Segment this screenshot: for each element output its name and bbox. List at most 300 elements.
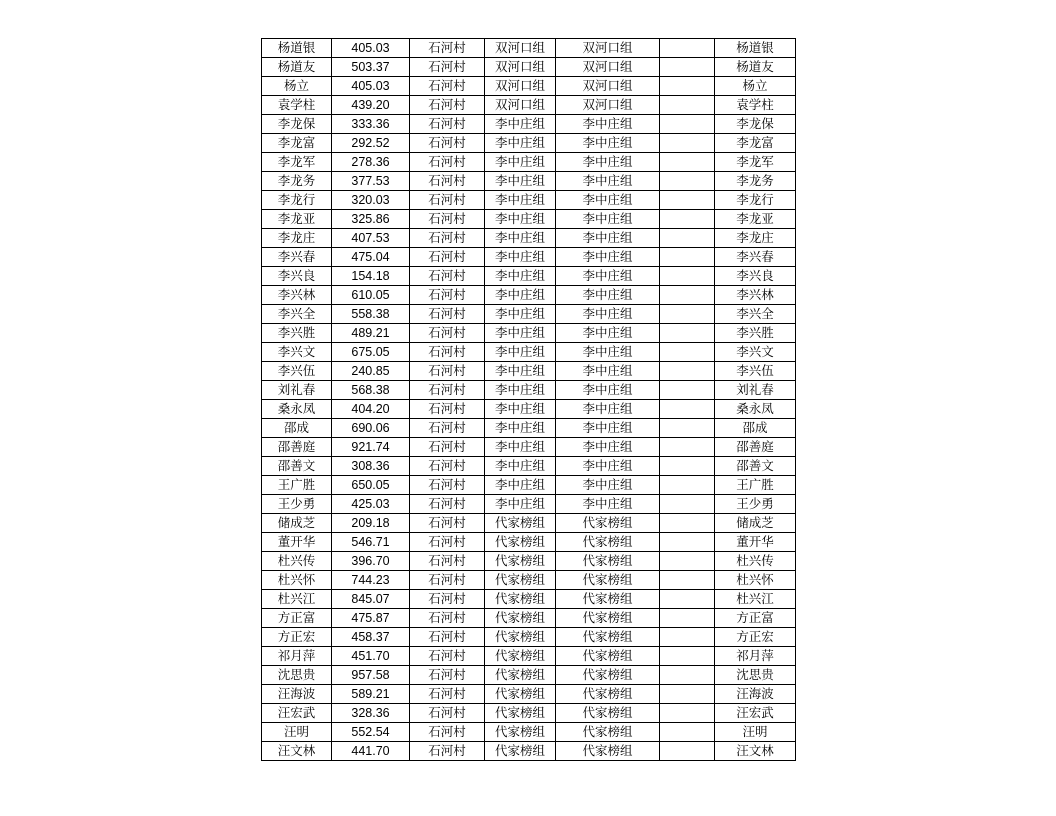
cell-name: 汪宏武 (262, 704, 332, 723)
cell-name-repeat: 杨立 (715, 77, 796, 96)
cell-subgroup: 李中庄组 (556, 305, 660, 324)
cell-group: 李中庄组 (485, 438, 556, 457)
cell-blank (660, 590, 715, 609)
cell-name: 汪文林 (262, 742, 332, 761)
cell-blank (660, 400, 715, 419)
cell-blank (660, 495, 715, 514)
cell-blank (660, 533, 715, 552)
cell-subgroup: 李中庄组 (556, 153, 660, 172)
cell-area: 405.03 (332, 39, 410, 58)
cell-village: 石河村 (410, 39, 485, 58)
cell-subgroup: 李中庄组 (556, 172, 660, 191)
cell-name-repeat: 袁学柱 (715, 96, 796, 115)
cell-group: 代家榜组 (485, 571, 556, 590)
cell-name-repeat: 李龙行 (715, 191, 796, 210)
cell-area: 425.03 (332, 495, 410, 514)
cell-village: 石河村 (410, 343, 485, 362)
cell-village: 石河村 (410, 115, 485, 134)
cell-name-repeat: 李兴林 (715, 286, 796, 305)
cell-blank (660, 343, 715, 362)
cell-name: 邵善庭 (262, 438, 332, 457)
cell-blank (660, 305, 715, 324)
cell-blank (660, 248, 715, 267)
cell-name-repeat: 杜兴传 (715, 552, 796, 571)
cell-blank (660, 96, 715, 115)
cell-name: 董开华 (262, 533, 332, 552)
cell-blank (660, 571, 715, 590)
cell-name-repeat: 汪文林 (715, 742, 796, 761)
cell-group: 代家榜组 (485, 514, 556, 533)
cell-name: 杨道友 (262, 58, 332, 77)
cell-name: 汪海波 (262, 685, 332, 704)
cell-name-repeat: 李龙庄 (715, 229, 796, 248)
cell-subgroup: 李中庄组 (556, 229, 660, 248)
table-row (262, 438, 796, 457)
cell-area: 292.52 (332, 134, 410, 153)
cell-name-repeat: 杨道友 (715, 58, 796, 77)
cell-name-repeat: 汪海波 (715, 685, 796, 704)
cell-name-repeat: 王广胜 (715, 476, 796, 495)
cell-area: 650.05 (332, 476, 410, 495)
cell-subgroup: 代家榜组 (556, 723, 660, 742)
table-row (262, 533, 796, 552)
cell-group: 李中庄组 (485, 153, 556, 172)
cell-area: 690.06 (332, 419, 410, 438)
cell-area: 610.05 (332, 286, 410, 305)
cell-group: 代家榜组 (485, 590, 556, 609)
cell-name: 邵成 (262, 419, 332, 438)
cell-name: 李龙庄 (262, 229, 332, 248)
cell-subgroup: 代家榜组 (556, 704, 660, 723)
cell-village: 石河村 (410, 552, 485, 571)
cell-village: 石河村 (410, 153, 485, 172)
cell-name: 李兴胜 (262, 324, 332, 343)
cell-group: 李中庄组 (485, 191, 556, 210)
cell-blank (660, 286, 715, 305)
cell-name-repeat: 李龙军 (715, 153, 796, 172)
cell-group: 双河口组 (485, 77, 556, 96)
table-row (262, 229, 796, 248)
cell-village: 石河村 (410, 305, 485, 324)
cell-name-repeat: 董开华 (715, 533, 796, 552)
table-row (262, 286, 796, 305)
cell-group: 李中庄组 (485, 229, 556, 248)
cell-name: 沈思贵 (262, 666, 332, 685)
cell-village: 石河村 (410, 609, 485, 628)
cell-name: 杨道银 (262, 39, 332, 58)
cell-name-repeat: 杜兴怀 (715, 571, 796, 590)
cell-subgroup: 双河口组 (556, 96, 660, 115)
cell-name-repeat: 汪明 (715, 723, 796, 742)
cell-name: 李龙亚 (262, 210, 332, 229)
cell-area: 439.20 (332, 96, 410, 115)
cell-name: 李龙保 (262, 115, 332, 134)
cell-name-repeat: 邵善文 (715, 457, 796, 476)
cell-area: 957.58 (332, 666, 410, 685)
cell-subgroup: 代家榜组 (556, 609, 660, 628)
cell-group: 双河口组 (485, 96, 556, 115)
table-row (262, 343, 796, 362)
cell-blank (660, 58, 715, 77)
cell-blank (660, 267, 715, 286)
cell-group: 代家榜组 (485, 723, 556, 742)
table-row (262, 723, 796, 742)
cell-blank (660, 229, 715, 248)
cell-name: 邵善文 (262, 457, 332, 476)
cell-village: 石河村 (410, 514, 485, 533)
cell-area: 451.70 (332, 647, 410, 666)
cell-name: 刘礼春 (262, 381, 332, 400)
cell-village: 石河村 (410, 210, 485, 229)
cell-village: 石河村 (410, 286, 485, 305)
cell-group: 双河口组 (485, 58, 556, 77)
cell-village: 石河村 (410, 647, 485, 666)
cell-area: 328.36 (332, 704, 410, 723)
cell-area: 845.07 (332, 590, 410, 609)
cell-area: 209.18 (332, 514, 410, 533)
cell-subgroup: 李中庄组 (556, 495, 660, 514)
cell-name-repeat: 李龙保 (715, 115, 796, 134)
cell-group: 代家榜组 (485, 742, 556, 761)
cell-area: 405.03 (332, 77, 410, 96)
cell-group: 李中庄组 (485, 267, 556, 286)
cell-subgroup: 李中庄组 (556, 457, 660, 476)
cell-name: 李龙行 (262, 191, 332, 210)
cell-subgroup: 代家榜组 (556, 628, 660, 647)
cell-subgroup: 代家榜组 (556, 647, 660, 666)
cell-blank (660, 115, 715, 134)
cell-group: 代家榜组 (485, 628, 556, 647)
cell-area: 475.87 (332, 609, 410, 628)
cell-name-repeat: 方正富 (715, 609, 796, 628)
cell-area: 475.04 (332, 248, 410, 267)
cell-blank (660, 476, 715, 495)
table-row (262, 381, 796, 400)
table-row (262, 609, 796, 628)
cell-name-repeat: 杨道银 (715, 39, 796, 58)
cell-subgroup: 李中庄组 (556, 343, 660, 362)
cell-area: 377.53 (332, 172, 410, 191)
cell-name: 李兴良 (262, 267, 332, 286)
cell-area: 333.36 (332, 115, 410, 134)
cell-name: 李兴春 (262, 248, 332, 267)
cell-village: 石河村 (410, 723, 485, 742)
cell-subgroup: 李中庄组 (556, 419, 660, 438)
cell-blank (660, 134, 715, 153)
table-row (262, 704, 796, 723)
cell-subgroup: 李中庄组 (556, 362, 660, 381)
cell-group: 李中庄组 (485, 248, 556, 267)
cell-group: 李中庄组 (485, 495, 556, 514)
cell-village: 石河村 (410, 400, 485, 419)
cell-name: 王广胜 (262, 476, 332, 495)
cell-group: 李中庄组 (485, 286, 556, 305)
table-row (262, 552, 796, 571)
cell-blank (660, 191, 715, 210)
cell-blank (660, 647, 715, 666)
cell-area: 589.21 (332, 685, 410, 704)
cell-blank (660, 324, 715, 343)
cell-group: 代家榜组 (485, 609, 556, 628)
cell-village: 石河村 (410, 628, 485, 647)
cell-group: 李中庄组 (485, 210, 556, 229)
table-row (262, 571, 796, 590)
cell-area: 396.70 (332, 552, 410, 571)
cell-area: 552.54 (332, 723, 410, 742)
table-row (262, 647, 796, 666)
cell-name: 李兴文 (262, 343, 332, 362)
cell-area: 404.20 (332, 400, 410, 419)
cell-name: 李兴林 (262, 286, 332, 305)
cell-name-repeat: 邵善庭 (715, 438, 796, 457)
cell-village: 石河村 (410, 362, 485, 381)
cell-subgroup: 双河口组 (556, 58, 660, 77)
cell-blank (660, 153, 715, 172)
cell-subgroup: 李中庄组 (556, 324, 660, 343)
cell-area: 325.86 (332, 210, 410, 229)
cell-blank (660, 609, 715, 628)
cell-area: 675.05 (332, 343, 410, 362)
cell-village: 石河村 (410, 58, 485, 77)
cell-subgroup: 代家榜组 (556, 685, 660, 704)
cell-blank (660, 39, 715, 58)
table-row (262, 248, 796, 267)
cell-blank (660, 457, 715, 476)
cell-subgroup: 代家榜组 (556, 666, 660, 685)
cell-blank (660, 77, 715, 96)
cell-group: 李中庄组 (485, 419, 556, 438)
cell-group: 代家榜组 (485, 533, 556, 552)
cell-name-repeat: 李兴胜 (715, 324, 796, 343)
table-body (262, 39, 796, 761)
cell-blank (660, 210, 715, 229)
cell-area: 503.37 (332, 58, 410, 77)
table-row (262, 457, 796, 476)
cell-name-repeat: 李兴伍 (715, 362, 796, 381)
cell-subgroup: 李中庄组 (556, 210, 660, 229)
cell-name-repeat: 李兴全 (715, 305, 796, 324)
cell-name: 李兴伍 (262, 362, 332, 381)
cell-area: 441.70 (332, 742, 410, 761)
cell-group: 李中庄组 (485, 324, 556, 343)
cell-blank (660, 628, 715, 647)
table-row (262, 666, 796, 685)
cell-area: 407.53 (332, 229, 410, 248)
table-row (262, 742, 796, 761)
cell-subgroup: 双河口组 (556, 39, 660, 58)
cell-name: 李龙富 (262, 134, 332, 153)
cell-name: 汪明 (262, 723, 332, 742)
cell-name-repeat: 沈思贵 (715, 666, 796, 685)
cell-name-repeat: 李龙亚 (715, 210, 796, 229)
cell-village: 石河村 (410, 704, 485, 723)
table-row (262, 514, 796, 533)
cell-subgroup: 李中庄组 (556, 438, 660, 457)
cell-village: 石河村 (410, 590, 485, 609)
cell-subgroup: 李中庄组 (556, 286, 660, 305)
cell-area: 558.38 (332, 305, 410, 324)
cell-name: 杜兴怀 (262, 571, 332, 590)
table-row (262, 628, 796, 647)
cell-group: 李中庄组 (485, 362, 556, 381)
cell-name: 方正宏 (262, 628, 332, 647)
cell-village: 石河村 (410, 476, 485, 495)
cell-name: 袁学柱 (262, 96, 332, 115)
cell-name: 杜兴江 (262, 590, 332, 609)
cell-name: 储成芝 (262, 514, 332, 533)
cell-village: 石河村 (410, 571, 485, 590)
cell-group: 李中庄组 (485, 172, 556, 191)
table-row (262, 153, 796, 172)
table-row (262, 267, 796, 286)
cell-group: 李中庄组 (485, 115, 556, 134)
cell-name-repeat: 李龙务 (715, 172, 796, 191)
cell-blank (660, 552, 715, 571)
cell-name-repeat: 汪宏武 (715, 704, 796, 723)
cell-name-repeat: 李兴春 (715, 248, 796, 267)
table-row (262, 115, 796, 134)
cell-village: 石河村 (410, 172, 485, 191)
table-row (262, 685, 796, 704)
cell-village: 石河村 (410, 134, 485, 153)
cell-village: 石河村 (410, 267, 485, 286)
cell-name: 李龙军 (262, 153, 332, 172)
cell-subgroup: 代家榜组 (556, 514, 660, 533)
table-row (262, 324, 796, 343)
cell-subgroup: 李中庄组 (556, 476, 660, 495)
cell-group: 李中庄组 (485, 305, 556, 324)
cell-subgroup: 代家榜组 (556, 552, 660, 571)
cell-village: 石河村 (410, 381, 485, 400)
cell-name-repeat: 祁月萍 (715, 647, 796, 666)
cell-area: 744.23 (332, 571, 410, 590)
cell-area: 921.74 (332, 438, 410, 457)
table-row (262, 77, 796, 96)
cell-village: 石河村 (410, 685, 485, 704)
cell-village: 石河村 (410, 96, 485, 115)
cell-village: 石河村 (410, 533, 485, 552)
table-row (262, 39, 796, 58)
cell-subgroup: 双河口组 (556, 77, 660, 96)
cell-village: 石河村 (410, 742, 485, 761)
cell-name: 方正富 (262, 609, 332, 628)
cell-subgroup: 李中庄组 (556, 267, 660, 286)
cell-name-repeat: 储成芝 (715, 514, 796, 533)
cell-name-repeat: 李龙富 (715, 134, 796, 153)
cell-name-repeat: 方正宏 (715, 628, 796, 647)
cell-village: 石河村 (410, 191, 485, 210)
cell-village: 石河村 (410, 324, 485, 343)
cell-blank (660, 419, 715, 438)
cell-name-repeat: 王少勇 (715, 495, 796, 514)
cell-name: 杨立 (262, 77, 332, 96)
cell-blank (660, 438, 715, 457)
cell-subgroup: 代家榜组 (556, 571, 660, 590)
cell-group: 代家榜组 (485, 647, 556, 666)
table-row (262, 134, 796, 153)
cell-group: 双河口组 (485, 39, 556, 58)
cell-area: 240.85 (332, 362, 410, 381)
data-table (261, 38, 796, 761)
table-row (262, 419, 796, 438)
cell-name-repeat: 桑永凤 (715, 400, 796, 419)
cell-group: 李中庄组 (485, 134, 556, 153)
cell-village: 石河村 (410, 457, 485, 476)
cell-name: 王少勇 (262, 495, 332, 514)
cell-name-repeat: 邵成 (715, 419, 796, 438)
cell-area: 308.36 (332, 457, 410, 476)
cell-area: 278.36 (332, 153, 410, 172)
table-row (262, 590, 796, 609)
table-row (262, 191, 796, 210)
cell-group: 李中庄组 (485, 400, 556, 419)
cell-area: 546.71 (332, 533, 410, 552)
cell-village: 石河村 (410, 229, 485, 248)
cell-blank (660, 666, 715, 685)
cell-group: 李中庄组 (485, 476, 556, 495)
cell-subgroup: 李中庄组 (556, 400, 660, 419)
cell-name-repeat: 刘礼春 (715, 381, 796, 400)
cell-blank (660, 723, 715, 742)
cell-blank (660, 514, 715, 533)
table-row (262, 362, 796, 381)
cell-subgroup: 李中庄组 (556, 115, 660, 134)
cell-blank (660, 704, 715, 723)
cell-subgroup: 李中庄组 (556, 381, 660, 400)
table-row (262, 58, 796, 77)
cell-name: 杜兴传 (262, 552, 332, 571)
cell-subgroup: 代家榜组 (556, 533, 660, 552)
cell-village: 石河村 (410, 77, 485, 96)
cell-group: 李中庄组 (485, 457, 556, 476)
cell-name: 李龙务 (262, 172, 332, 191)
cell-name: 桑永凤 (262, 400, 332, 419)
cell-blank (660, 742, 715, 761)
cell-blank (660, 362, 715, 381)
table-row (262, 210, 796, 229)
cell-village: 石河村 (410, 419, 485, 438)
cell-blank (660, 381, 715, 400)
cell-name-repeat: 杜兴江 (715, 590, 796, 609)
cell-village: 石河村 (410, 438, 485, 457)
cell-group: 代家榜组 (485, 552, 556, 571)
cell-area: 458.37 (332, 628, 410, 647)
table-row (262, 400, 796, 419)
table-row (262, 495, 796, 514)
table-row (262, 476, 796, 495)
cell-village: 石河村 (410, 495, 485, 514)
cell-name: 李兴全 (262, 305, 332, 324)
cell-subgroup: 代家榜组 (556, 590, 660, 609)
cell-group: 李中庄组 (485, 343, 556, 362)
cell-group: 代家榜组 (485, 704, 556, 723)
table-row (262, 172, 796, 191)
cell-name-repeat: 李兴良 (715, 267, 796, 286)
cell-area: 568.38 (332, 381, 410, 400)
cell-village: 石河村 (410, 666, 485, 685)
cell-subgroup: 李中庄组 (556, 134, 660, 153)
cell-area: 320.03 (332, 191, 410, 210)
cell-village: 石河村 (410, 248, 485, 267)
table-row (262, 96, 796, 115)
cell-subgroup: 李中庄组 (556, 248, 660, 267)
cell-subgroup: 代家榜组 (556, 742, 660, 761)
cell-blank (660, 685, 715, 704)
cell-group: 代家榜组 (485, 666, 556, 685)
cell-area: 154.18 (332, 267, 410, 286)
cell-subgroup: 李中庄组 (556, 191, 660, 210)
cell-blank (660, 172, 715, 191)
